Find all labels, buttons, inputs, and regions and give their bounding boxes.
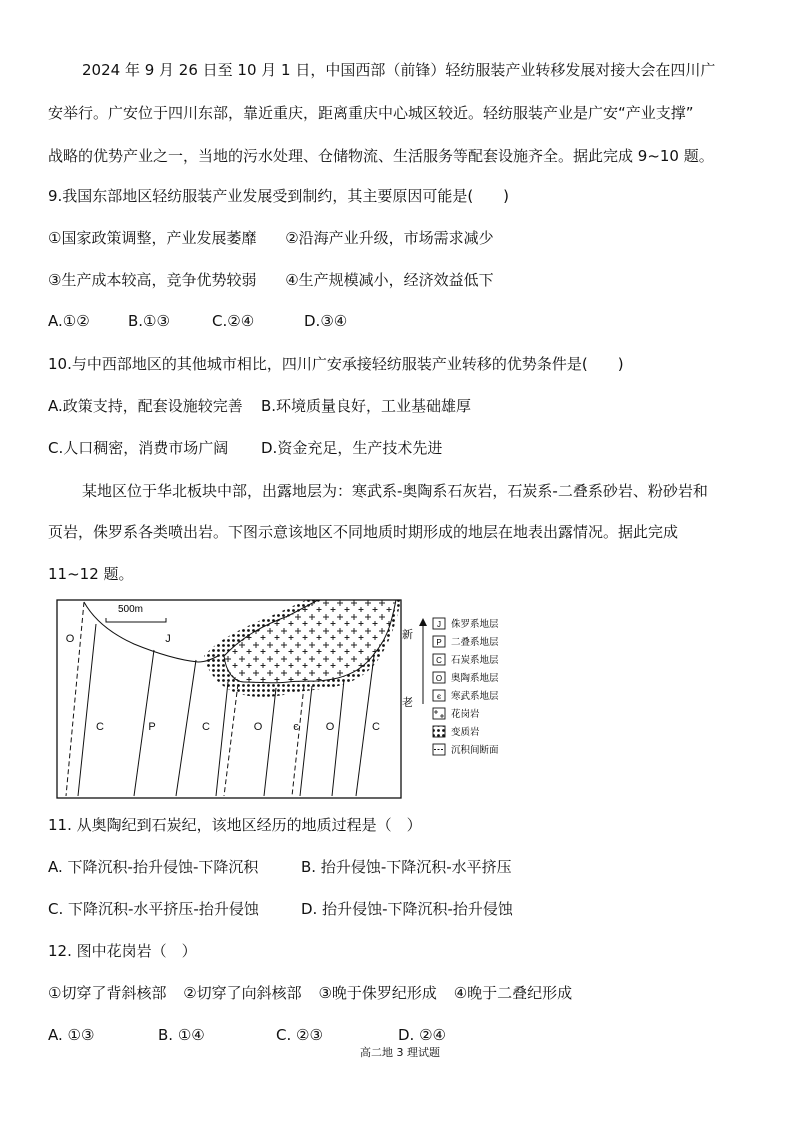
q9-option-b[interactable]: B.①③ — [128, 312, 170, 330]
q12-options — [48, 1025, 446, 1045]
strata-label: O — [253, 721, 263, 733]
q10-options-row-2 — [48, 438, 442, 458]
legend-symbol: O — [435, 674, 443, 683]
q12-statement-3: ③晚于侏罗纪形成 — [318, 984, 437, 1002]
q11-option-c[interactable]: C. 下降沉积-水平挤压-抬升侵蚀 — [48, 900, 259, 918]
q12-option-a[interactable]: A. ①③ — [48, 1026, 95, 1044]
q10-option-d[interactable]: D.资金充足，生产技术先进 — [261, 439, 443, 457]
q9-option-d[interactable]: D.③④ — [304, 312, 348, 330]
q11-stem: 11. 从奥陶纪到石炭纪，该地区经历的地质过程是（ ） — [48, 816, 422, 834]
legend-symbol: C — [436, 656, 442, 665]
q12-statement-4: ④晚于二叠纪形成 — [453, 984, 573, 1002]
legend-label: 沉积间断面 — [451, 745, 499, 756]
page-footer: 高二地 3 理试题 — [360, 1046, 440, 1059]
q10-option-c[interactable]: C.人口稠密，消费市场广阔 — [48, 439, 229, 457]
legend-label: 花岗岩 — [451, 709, 480, 720]
q9-statements-row-2 — [48, 270, 494, 290]
strata-label: C — [202, 721, 210, 733]
q11-options-row-1 — [48, 857, 512, 877]
strata-label: є — [293, 721, 299, 733]
q11-option-a[interactable]: A. 下降沉积-抬升侵蚀-下降沉积 — [48, 858, 259, 876]
age-arrow — [419, 618, 427, 704]
intro1-line-1: 2024 年 9 月 26 日至 10 月 1 日，中国西部（前锋）轻纺服装产业转移发展对接大会在四川广 — [82, 61, 716, 79]
q10-options-row-1 — [48, 396, 471, 416]
legend-label: 侏罗系地层 — [451, 619, 499, 630]
strata-label: O — [325, 721, 335, 733]
legend-label: 二叠系地层 — [451, 637, 499, 648]
q10-stem: 10.与中西部地区的其他城市相比，四川广安承接轻纺服装产业转移的优势条件是( ) — [48, 355, 624, 373]
intro1-line-2: 安举行。广安位于四川东部，靠近重庆，距离重庆中心城区较近。轻纺服装产业是广安“产业支撑” — [48, 104, 694, 122]
legend-label: 变质岩 — [451, 727, 480, 738]
q12-option-b[interactable]: B. ①④ — [158, 1026, 205, 1044]
q11-option-d[interactable]: D. 抬升侵蚀-下降沉积-抬升侵蚀 — [301, 900, 513, 918]
legend-label: 寒武系地层 — [451, 691, 499, 702]
scale-label: 500m — [118, 604, 144, 615]
legend-label: 石炭系地层 — [451, 655, 499, 666]
q9-statement-2: ②沿海产业升级，市场需求减少 — [285, 229, 494, 247]
strata-label: C — [96, 721, 104, 733]
q12-option-c[interactable]: C. ②③ — [276, 1026, 323, 1044]
strata-label: O — [65, 633, 75, 645]
intro2-line-2: 页岩，侏罗系各类喷出岩。下图示意该地区不同地质时期形成的地层在地表出露情况。据此完成 — [48, 523, 679, 541]
strata-label: C — [372, 721, 380, 733]
q9-statement-4: ④生产规模减小，经济效益低下 — [285, 271, 494, 289]
legend-symbol: є — [436, 692, 442, 701]
q9-option-a[interactable]: A.①② — [48, 312, 90, 330]
intro2-line-3: 11~12 题。 — [48, 565, 134, 583]
q12-stem: 12. 图中花岗岩（ ） — [48, 942, 197, 960]
q11-option-b[interactable]: B. 抬升侵蚀-下降沉积-水平挤压 — [301, 858, 512, 876]
q9-options — [48, 311, 347, 331]
arrow-label-old: 老 — [402, 697, 413, 709]
q9-statement-1: ①国家政策调整，产业发展萎靡 — [48, 229, 257, 247]
q11-options-row-2 — [48, 899, 513, 919]
q10-option-a[interactable]: A.政策支持，配套设施较完善 — [48, 397, 243, 415]
legend-label: 奥陶系地层 — [451, 673, 499, 684]
strata-label: J — [165, 633, 171, 645]
legend-symbol: P — [436, 638, 442, 647]
metamorphic-legend-swatch — [433, 726, 445, 737]
intro2-line-1: 某地区位于华北板块中部，出露地层为：寒武系-奥陶系石灰岩，石炭系-二叠系砂岩、粉砂岩和 — [82, 482, 708, 500]
q9-statements-row-1 — [48, 228, 494, 248]
q12-option-d[interactable]: D. ②④ — [398, 1026, 446, 1044]
map-legend — [433, 618, 499, 756]
legend-symbol: J — [437, 620, 441, 629]
q9-option-c[interactable]: C.②④ — [212, 312, 255, 330]
arrow-label-new: 新 — [402, 629, 413, 641]
intro1-line-3: 战略的优势产业之一，当地的污水处理、仓储物流、生活服务等配套设施齐全。据此完成 9~10 题。 — [48, 147, 714, 165]
geologic-map-figure — [56, 598, 526, 800]
q12-statement-1: ①切穿了背斜核部 — [48, 984, 167, 1002]
q10-option-b[interactable]: B.环境质量良好，工业基础雄厚 — [261, 397, 472, 415]
q12-statements — [48, 983, 572, 1003]
q9-statement-3: ③生产成本较高，竞争优势较弱 — [48, 271, 257, 289]
strata-label: P — [148, 721, 156, 733]
q9-stem: 9.我国东部地区轻纺服装产业发展受到制约，其主要原因可能是( ) — [48, 187, 510, 205]
q12-statement-2: ②切穿了向斜核部 — [183, 984, 302, 1002]
